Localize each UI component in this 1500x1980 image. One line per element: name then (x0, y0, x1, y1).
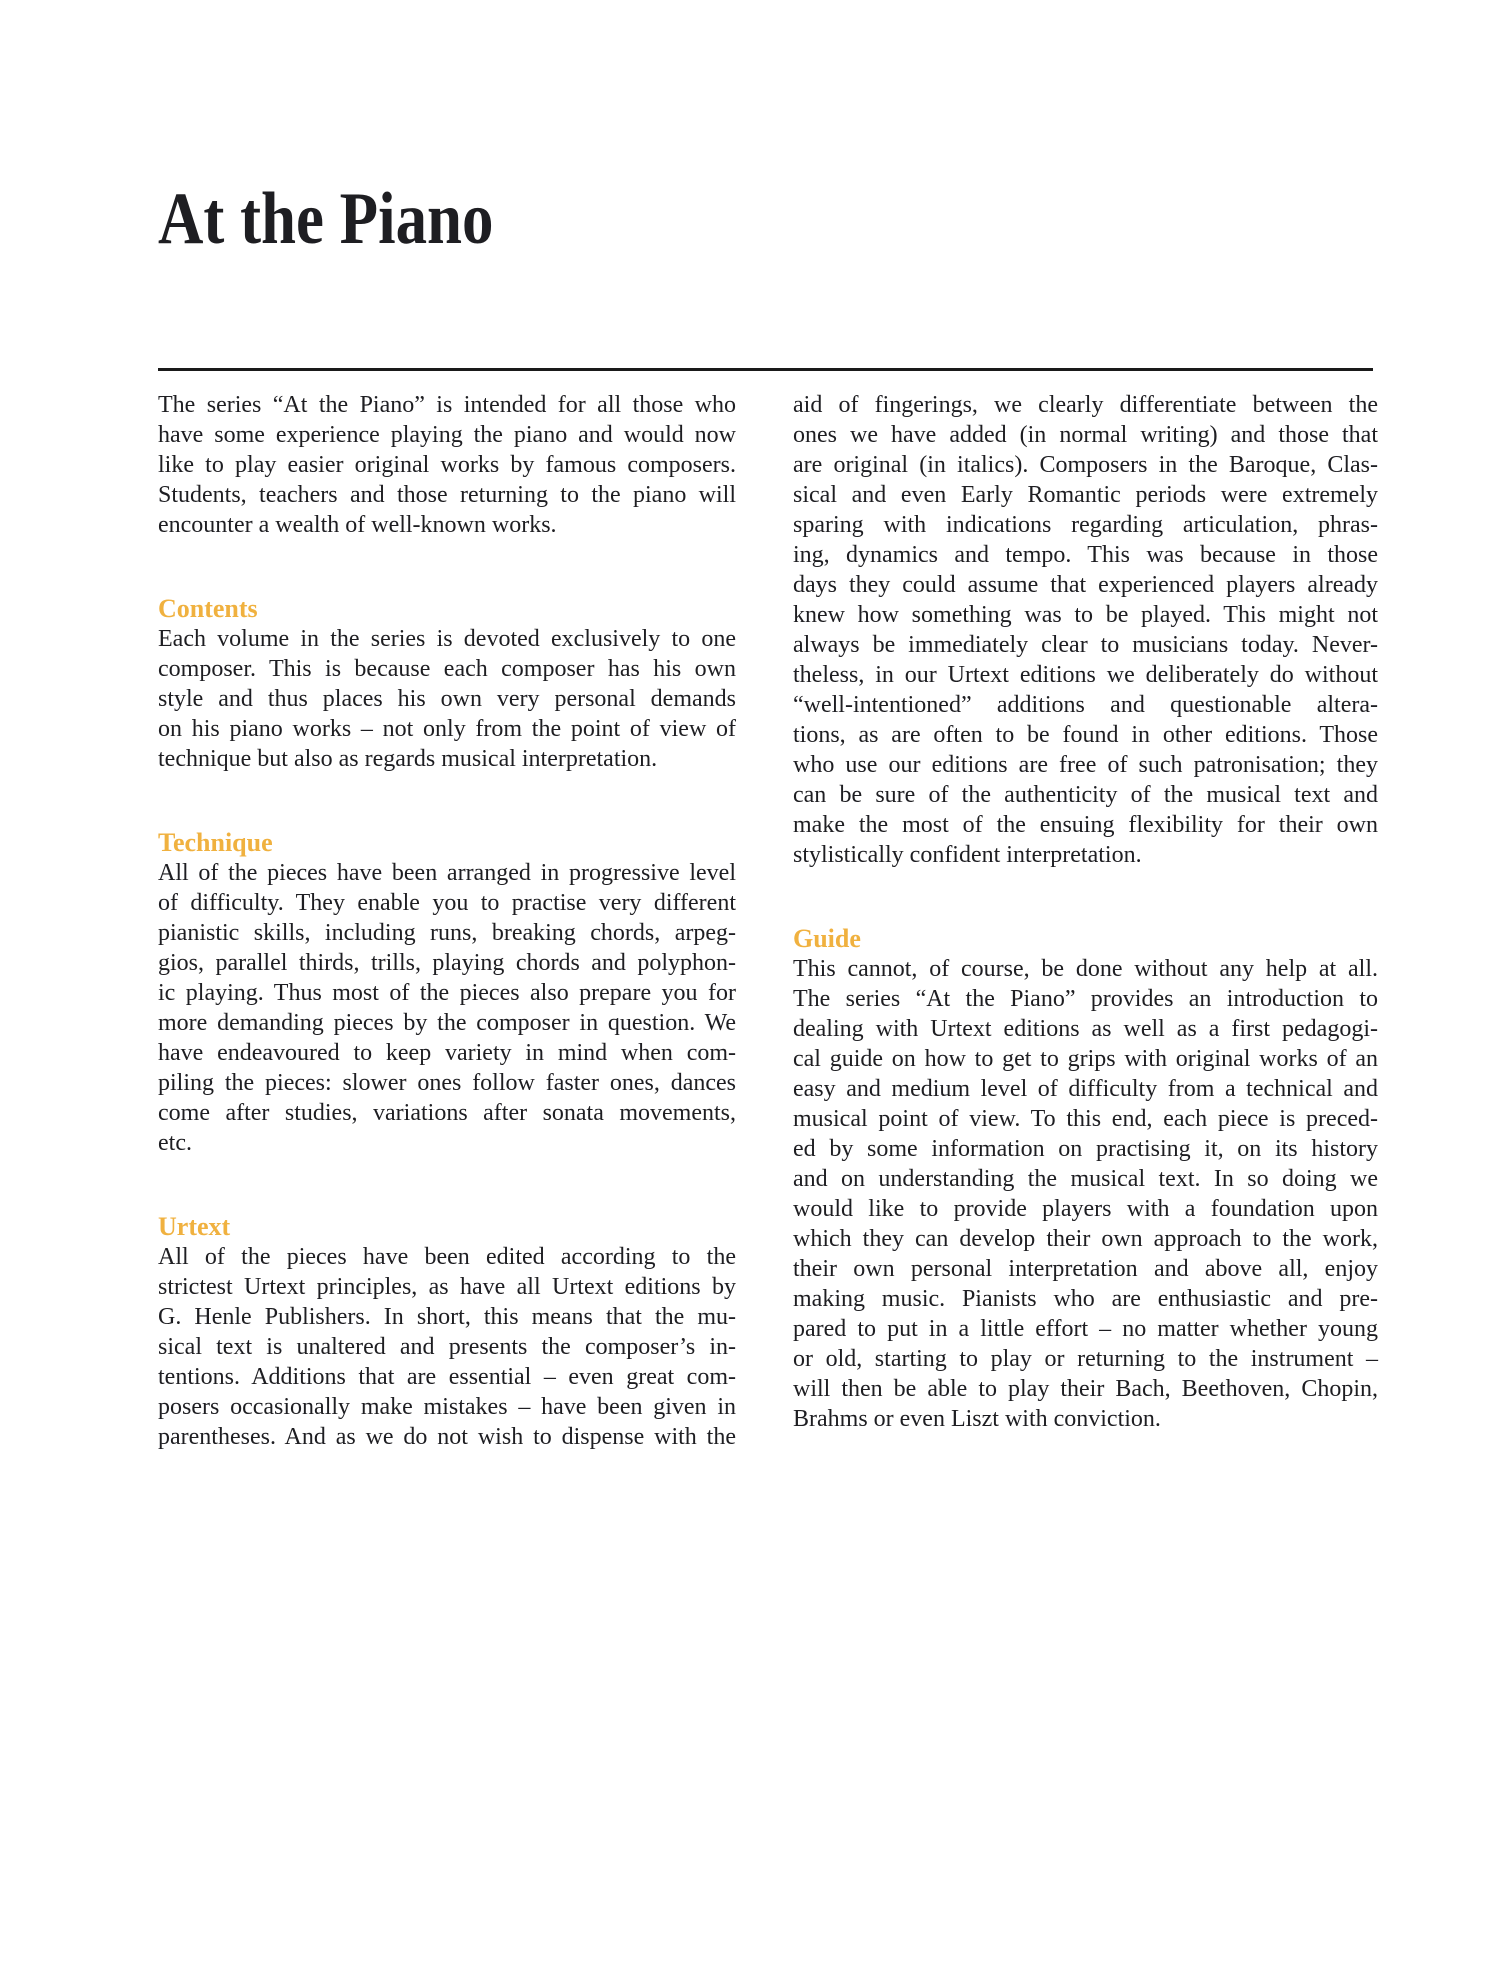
section-contents (158, 594, 736, 774)
text-line: parentheses. And as we do not wish to dispense with the (158, 1424, 736, 1450)
section-intro (158, 390, 736, 540)
left-column (158, 390, 736, 1452)
text-line: Each volume in the series is devoted exclusively to one (158, 626, 736, 652)
text-line: ed by some information on practising it, on its history (793, 1136, 1378, 1162)
right-column (793, 390, 1378, 1452)
text-line: aid of fingerings, we clearly differentiate between the (793, 392, 1378, 418)
text-line: gios, parallel thirds, trills, playing chords and polyphon- (158, 950, 736, 976)
text-line: posers occasionally make mistakes – have been given in (158, 1394, 736, 1420)
text-line: days they could assume that experienced players already (793, 572, 1378, 598)
text-line: Brahms or even Liszt with conviction. (793, 1406, 1161, 1432)
text-line: of difficulty. They enable you to practise very different (158, 890, 736, 916)
section-technique (158, 828, 736, 1158)
section-urtext (158, 1212, 736, 1452)
text-line: style and thus places his own very personal demands (158, 686, 736, 712)
text-line: tions, as are often to be found in other editions. Those (793, 722, 1378, 748)
text-line: dealing with Urtext editions as well as a first pedagogi- (793, 1016, 1378, 1042)
text-line: their own personal interpretation and above all, enjoy (793, 1256, 1378, 1282)
text-line: etc. (158, 1130, 192, 1156)
section-guide (793, 924, 1378, 1434)
text-line: encounter a wealth of well-known works. (158, 512, 557, 538)
text-line: cal guide on how to get to grips with original works of an (793, 1046, 1378, 1072)
text-line: sical and even Early Romantic periods were extremely (793, 482, 1378, 508)
text-line: knew how something was to be played. This might not (793, 602, 1378, 628)
text-line: make the most of the ensuing flexibility for their own (793, 812, 1378, 838)
text-line: The series “At the Piano” provides an introduction to (793, 986, 1378, 1012)
text-line: will then be able to play their Bach, Beethoven, Chopin, (793, 1376, 1378, 1402)
text-line: which they can develop their own approach to the work, (793, 1226, 1378, 1252)
section-heading-guide: Guide (793, 924, 861, 953)
title-rule (158, 368, 1373, 371)
text-line: strictest Urtext principles, as have all Urtext editions by (158, 1274, 736, 1300)
text-line: come after studies, variations after sonata movements, (158, 1100, 736, 1126)
section-continuation (793, 390, 1378, 870)
section-heading-technique: Technique (158, 828, 273, 857)
text-line: “well-intentioned” additions and questionable altera- (793, 692, 1378, 718)
text-line: pared to put in a little effort – no matter whether young (793, 1316, 1378, 1342)
text-line: Students, teachers and those returning to the piano will (158, 482, 736, 508)
text-line: theless, in our Urtext editions we deliberately do without (793, 662, 1378, 688)
text-line: who use our editions are free of such patronisation; they (793, 752, 1378, 778)
text-line: ic playing. Thus most of the pieces also prepare you for (158, 980, 736, 1006)
text-line: have endeavoured to keep variety in mind when com- (158, 1040, 736, 1066)
text-line: can be sure of the authenticity of the musical text and (793, 782, 1378, 808)
text-line: piling the pieces: slower ones follow faster ones, dances (158, 1070, 736, 1096)
text-line: sparing with indications regarding articulation, phras- (793, 512, 1378, 538)
text-line: and on understanding the musical text. In so doing we (793, 1166, 1378, 1192)
text-line: pianistic skills, including runs, breaking chords, arpeg- (158, 920, 736, 946)
text-line: on his piano works – not only from the point of view of (158, 716, 736, 742)
section-heading-urtext: Urtext (158, 1212, 231, 1241)
text-line: technique but also as regards musical interpretation. (158, 746, 658, 772)
text-line: musical point of view. To this end, each piece is preced- (793, 1106, 1378, 1132)
text-line: would like to provide players with a foundation upon (793, 1196, 1378, 1222)
text-line: making music. Pianists who are enthusiastic and pre- (793, 1286, 1378, 1312)
body-columns (158, 390, 1378, 1452)
text-line: composer. This is because each composer has his own (158, 656, 736, 682)
text-line: G. Henle Publishers. In short, this means that the mu- (158, 1304, 736, 1330)
text-line: easy and medium level of difficulty from a technical and (793, 1076, 1378, 1102)
section-heading-contents: Contents (158, 594, 258, 623)
text-line: ing, dynamics and tempo. This was because in those (793, 542, 1378, 568)
text-line: All of the pieces have been arranged in progressive level (158, 860, 736, 886)
text-line: or old, starting to play or returning to the instrument – (793, 1346, 1378, 1372)
text-line: stylistically confident interpretation. (793, 842, 1142, 868)
text-line: more demanding pieces by the composer in question. We (158, 1010, 736, 1036)
text-line: are original (in italics). Composers in the Baroque, Clas- (793, 452, 1378, 478)
text-line: The series “At the Piano” is intended for all those who (158, 392, 736, 418)
text-line: tentions. Additions that are essential – even great com- (158, 1364, 736, 1390)
text-line: have some experience playing the piano and would now (158, 422, 736, 448)
page-title: At the Piano (158, 178, 494, 260)
text-line: All of the pieces have been edited according to the (158, 1244, 736, 1270)
text-line: always be immediately clear to musicians today. Never- (793, 632, 1378, 658)
text-line: like to play easier original works by famous composers. (158, 452, 736, 478)
text-line: sical text is unaltered and presents the composer’s in- (158, 1334, 736, 1360)
text-line: This cannot, of course, be done without any help at all. (793, 956, 1378, 982)
text-line: ones we have added (in normal writing) and those that (793, 422, 1378, 448)
